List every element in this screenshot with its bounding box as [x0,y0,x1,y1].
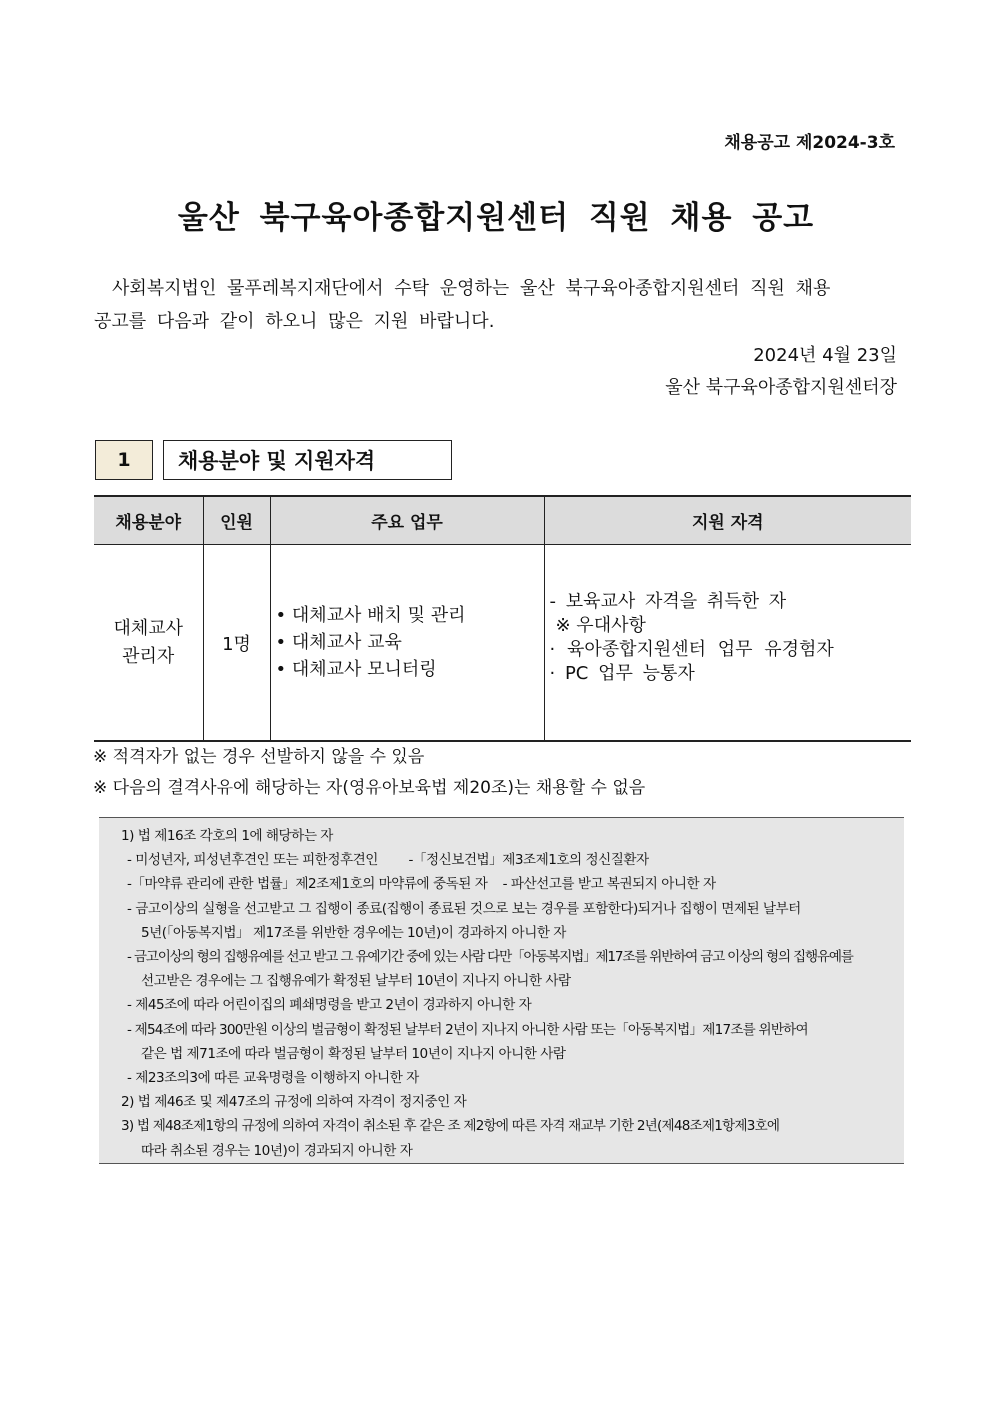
qualification-item: · 육아종합지원센터 업무 유경험자 [549,638,834,660]
notice-number: 채용공고 제2024-3호 [724,133,895,153]
qualification-item: - 보육교사 자격을 취득한 자 [549,590,787,612]
intro-line-1: 사회복지법인 물푸레복지재단에서 수탁 운영하는 울산 북구육아종합지원센터 직원 채용 [112,278,831,299]
header-count: 인원 [203,496,270,545]
issuer: 울산 북구육아종합지원센터장 [665,377,897,398]
disqualification-item: - 금고이상의 형의 집행유예를 선고 받고 그 유예기간 중에 있는 사람 다만「아동복지법」제17조를 위반하여 금고 이상의 형의 집행유예를 [127,949,853,966]
disqualification-item: - 미성년자, 피성년후견인 또는 피한정후견인 -「정신보건법」제3조제1호의 정신질환자 [127,852,649,869]
section-title: 채용분야 및 지원자격 [163,440,452,480]
disqualification-box [99,817,904,1164]
notes [93,742,645,804]
field-line-1: 대체교사 [113,617,184,639]
header-field: 채용분야 [94,496,203,545]
duty-item: • 대체교사 배치 및 관리 [276,602,543,629]
page-title: 울산 북구육아종합지원센터 직원 채용 공고 [177,200,815,236]
duty-item: • 대체교사 모니터링 [276,656,543,683]
duty-item: • 대체교사 교육 [276,629,543,656]
disqualification-item: 같은 법 제71조에 따라 벌금형이 확정된 날부터 10년이 지나지 아니한 사람 [141,1045,566,1062]
qualification-item: ※ 우대사항 [555,614,646,636]
disqualification-item: 선고받은 경우에는 그 집행유예가 확정된 날부터 10년이 지나지 아니한 사람 [141,973,571,990]
disqualification-item: - 제45조에 따라 어린이집의 폐쇄명령을 받고 2년이 경과하지 아니한 자 [127,997,532,1014]
header-duties: 주요 업무 [270,496,544,545]
table-header-row [94,496,911,545]
duties-list [272,602,543,683]
disqualification-item: -「마약류 관리에 관한 법률」제2조제1호의 마약류에 중독된 자 - 파산선고를 받고 복권되지 아니한 자 [127,876,716,893]
count-cell: 1명 [203,545,270,742]
recruitment-table [94,495,911,742]
table-row [94,545,911,742]
duties-cell [270,545,544,742]
field-cell [94,545,203,742]
qualification-item: · PC 업무 능통자 [549,662,695,684]
section-number: 1 [95,440,153,480]
notice-date: 2024년 4월 23일 [753,345,897,366]
intro-paragraph [94,272,898,338]
intro-line-2: 공고를 다음과 같이 하오니 많은 지원 바랍니다. [94,311,495,332]
disqualification-item: 따라 취소된 경우는 10년)이 경과되지 아니한 자 [141,1142,413,1159]
disqualification-item: - 금고이상의 실형을 선고받고 그 집행이 종료(집행이 종료된 것으로 보는 경우를 포함한다)되거나 집행이 면제된 날부터 [127,900,801,917]
disqualification-item: 3) 법 제48조제1항의 규정에 의하여 자격이 취소된 후 같은 조 제2항에 따른 자격 재교부 기한 2년(제48조제1항제3호에 [121,1118,780,1135]
date-block [665,340,897,404]
disqualification-item: 2) 법 제46조 및 제47조의 규정에 의하여 자격이 정지중인 자 [121,1094,467,1111]
disqualification-item: 1) 법 제16조 각호의 1에 해당하는 자 [121,828,333,844]
note-item: ※ 다음의 결격사유에 해당하는 자(영유아보육법 제20조)는 채용할 수 없음 [93,778,646,798]
header-qualifications: 지원 자격 [544,496,911,545]
note-item: ※ 적격자가 없는 경우 선발하지 않을 수 있음 [93,747,425,767]
qualifications-cell [544,545,911,742]
field-line-2: 관리자 [122,645,175,667]
disqualification-item: - 제54조에 따라 300만원 이상의 벌금형이 확정된 날부터 2년이 지나지 아니한 사람 또는「아동복지법」제17조를 위반하여 [127,1021,808,1038]
disqualification-item: - 제23조의3에 따른 교육명령을 이행하지 아니한 자 [127,1070,419,1087]
disqualification-item: 5년(「아동복지법」 제17조를 위반한 경우에는 10년)이 경과하지 아니한 자 [141,924,566,941]
